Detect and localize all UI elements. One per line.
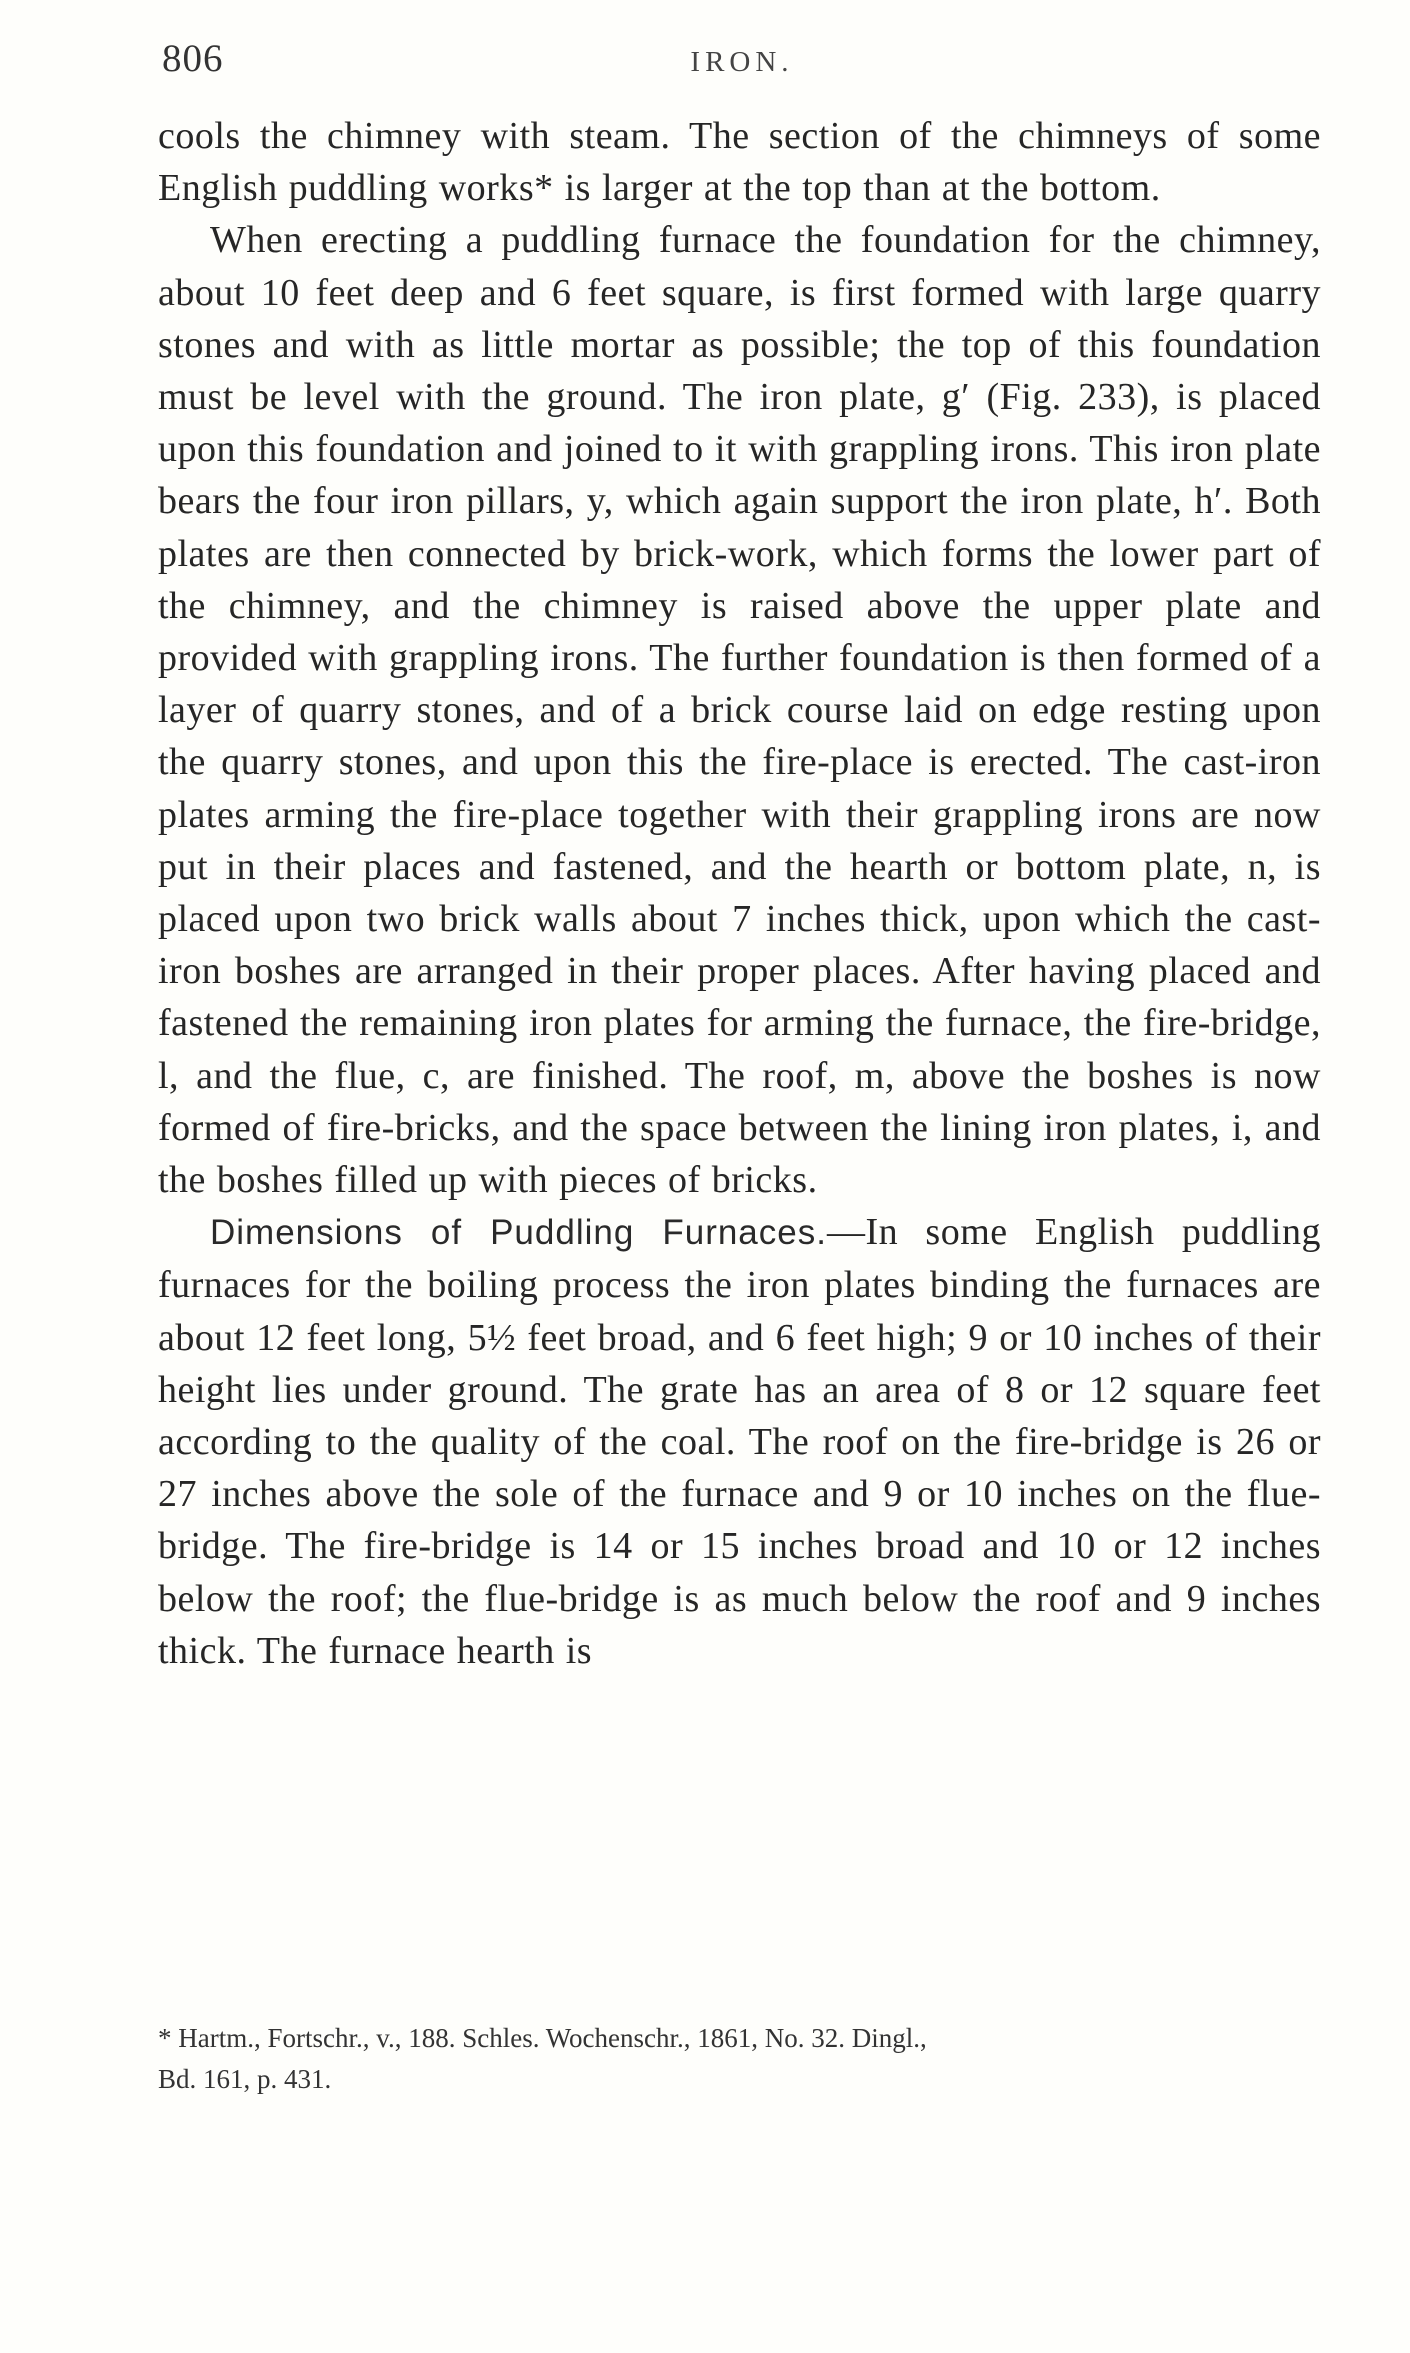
footnote-line-2: Bd. 161, p. 431.	[158, 2064, 332, 2094]
footnote	[158, 2018, 1321, 2100]
body-text	[158, 110, 1321, 1677]
section-heading: Dimensions of Puddling Furnaces.	[210, 1213, 827, 1253]
paragraph-dimensions-text: —In some English puddling furnaces for the boiling process the iron plates binding the furnaces are about 12 feet long, 5½ feet broad, and 6 feet high; 9 or 10 inches of their height lies under ground. The grate has an area of 8 or 12 square feet according to the quality of the coal. The roof on the fire-bridge is 26 or 27 inches above the sole of the furnace and 9 or 10 inches on the flue-bridge. The fire-bridge is 14 or 15 inches broad and 10 or 12 inches below the roof; the flue-bridge is as much below the roof and 9 inches thick. The furnace hearth is	[158, 1211, 1321, 1672]
running-head	[162, 36, 1322, 96]
footnote-line-1: * Hartm., Fortschr., v., 188. Schles. Wochenschr., 1861, No. 32. Dingl.,	[158, 2023, 927, 2053]
paragraph-continuation: cools the chimney with steam. The section of the chimneys of some English puddling works* is larger at the top than at the bottom.	[158, 115, 1321, 210]
paragraph-erecting-furnace: When erecting a puddling furnace the foundation for the chimney, about 10 feet deep and 6 feet square, is first formed with large quarry stones and with as little mortar as possible; the top of this foundation must be level with the ground. The iron plate, g′ (Fig. 233), is placed upon this foundation and joined to it with grappling irons. This iron plate bears the four iron pillars, y, which again support the iron plate, h′. Both plates are then connected by brick-work, which forms the lower part of the chimney, and the chimney is raised above the upper plate and provided with grappling irons. The further foundation is then formed of a layer of quarry stones, and of a brick course laid on edge resting upon the quarry stones, and upon this the fire-place is erected. The cast-iron plates arming the fire-place together with their grappling irons are now put in their places and fastened, and the hearth or bottom plate, n, is placed upon two brick walls about 7 inches thick, upon which the cast-iron boshes are arranged in their proper places. After having placed and fastened the remaining iron plates for arming the furnace, the fire-bridge, l, and the flue, c, are finished. The roof, m, above the boshes is now formed of fire-bricks, and the space between the lining iron plates, i, and the boshes filled up with pieces of bricks.	[158, 219, 1321, 1202]
running-title: IRON.	[690, 46, 794, 78]
paragraph-dimensions	[158, 1206, 1321, 1677]
page-number: 806	[162, 37, 224, 80]
